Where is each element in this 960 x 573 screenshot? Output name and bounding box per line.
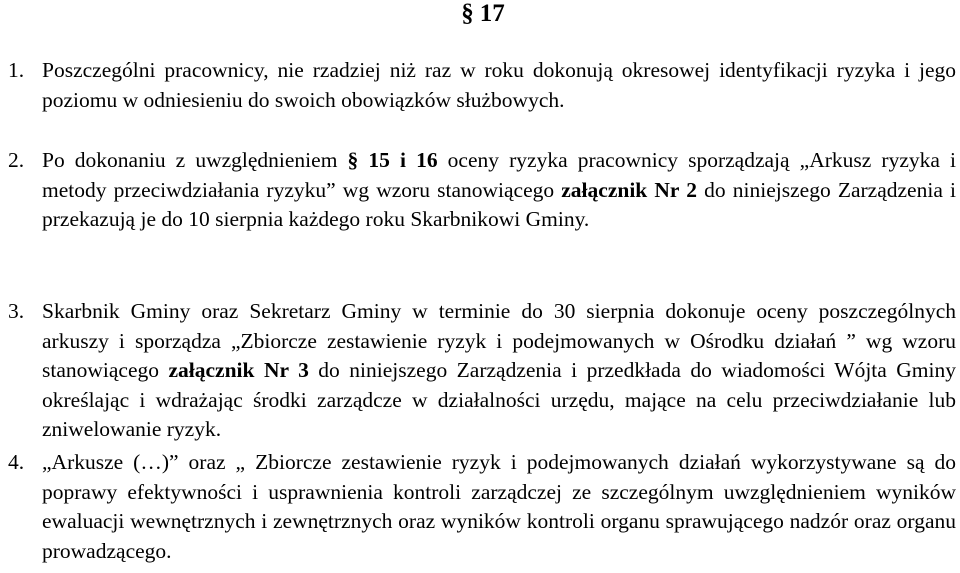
item-text: „Arkusze (…)” oraz „ Zbiorcze zestawienie ryzyk i podejmowanych działań wykorzystywane są do poprawy efektywności i usprawnienia kontroli zarządczej ze szczególnym uwzględnieniem wyników ewaluacji wewnętrznych i zewnętrznych oraz wyników kontroli organu sprawującego nadzór oraz organu prowadzącego. [42,450,956,563]
paragraph-symbol: § [347,148,359,172]
section-number: 17 [479,0,505,27]
attachment-reference: załącznik Nr 3 [168,358,309,382]
item-number: 1. [8,58,25,82]
section-symbol: § [461,0,474,27]
item-text-part: Po dokonaniu z uwzględnieniem [42,148,348,172]
list-item-2 [0,146,956,235]
item-text-part: do niniejszego Zarządzenia i przekazują je do 10 sierpnia każdego roku Skarbnikowi Gminy. [42,177,956,231]
item-text [42,146,956,235]
item-text-part: do niniejszego Zarządzenia i przedkłada do wiadomości Wójta Gminy określając i wdrażając środki zarządcze w działalności urzędu, mające na celu przeciwdziałanie lub zniwelowanie ryzyk. [42,358,957,441]
section-heading [0,0,960,28]
item-number: 2. [8,148,25,172]
item-number: 4. [8,450,25,474]
list-item-1 [0,56,956,115]
item-text-part: Skarbnik Gminy oraz Sekretarz Gminy w terminie do 30 sierpnia dokonuje oceny poszczególnych arkuszy i sporządza „Zbiorcze zestawienie ryzyk i podejmowanych w Ośrodku działań ” wg wzoru stanowiącego [42,299,956,382]
item-text [42,297,956,445]
item-number: 3. [8,299,25,323]
paragraph-reference: 15 i 16 [368,148,438,172]
list-item-4 [0,448,956,566]
item-text: Poszczególni pracownicy, nie rzadziej niż raz w roku dokonują okresowej identyfikacji ryzyka i jego poziomu w odniesieniu do swoich obowiązków służbowych. [42,58,956,112]
list-item-3 [0,297,956,445]
item-text-part: oceny ryzyka pracownicy sporządzają „Arkusz ryzyka i metody przeciwdziałania ryzyku” wg wzoru stanowiącego [42,148,956,202]
attachment-reference: załącznik Nr 2 [561,177,697,202]
